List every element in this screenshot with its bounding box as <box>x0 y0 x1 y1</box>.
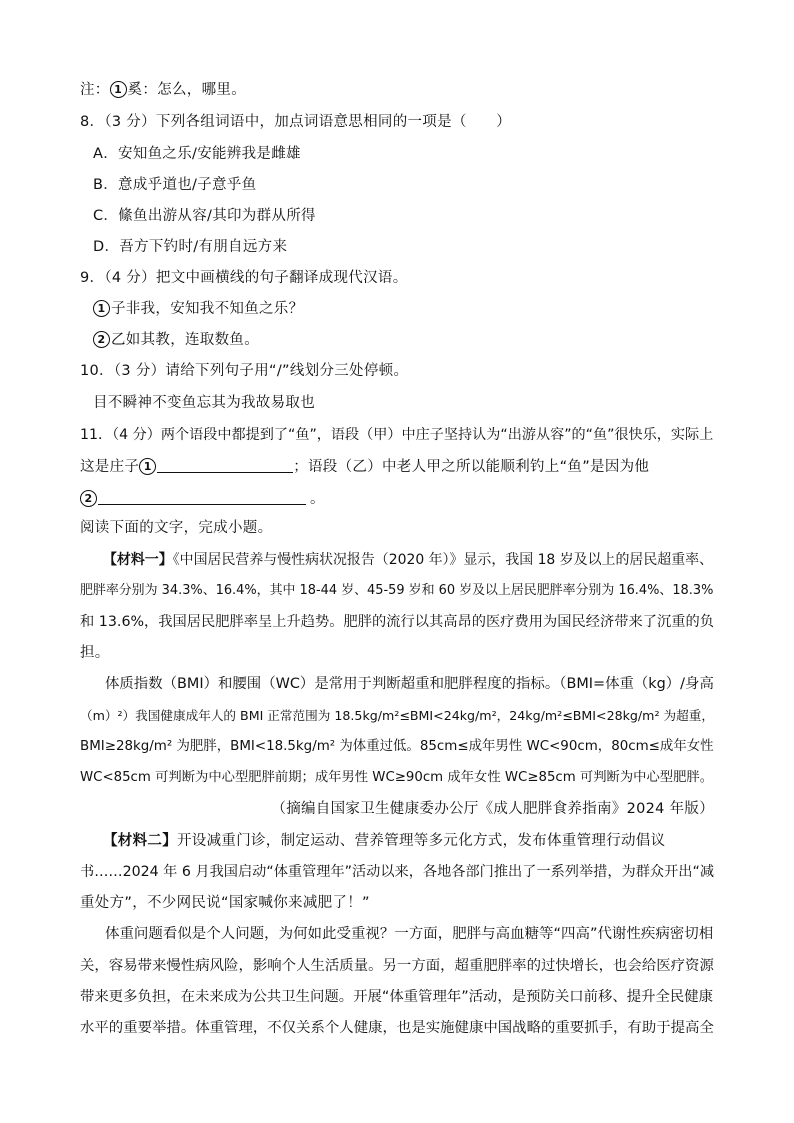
material1-p2-line2: （m）²）我国健康成年人的 BMI 正常范围为 18.5kg/m²≤BMI<24kg/m²，24kg/m²≤BMI<28kg/m² 为超重， <box>80 708 714 723</box>
material1-p2-line4: WC<85cm 可判断为中心型肥胖前期；成年男性 WC≥90cm 成年女性 WC≥85cm 可判断为中心型肥胖。 <box>80 770 714 785</box>
material1-p2-line1: 体质指数（BMI）和腰围（WC）是常用于判断超重和肥胖程度的指标。（BMI=体重（kg）/身高 <box>105 676 714 692</box>
q11-line2 <box>80 457 649 477</box>
q8-stem: 8．（3 分）下列各组词语中，加点词语意思相同的一项是（ ） <box>80 114 512 130</box>
q8-option-c: C．絛鱼出游从容/其印为群从所得 <box>93 208 316 224</box>
material2-p2-line1: 体重问题看似是个人问题，为何如此受重视？一方面，肥胖与高血糖等“四高”代谢性疾病密切相 <box>105 926 714 942</box>
answer-blank-2[interactable] <box>98 490 306 505</box>
circled-number-2: 2 <box>80 490 97 507</box>
q11-line2-b: ；语段（乙）中老人甲之所以能顺利钓上“鱼”是因为他 <box>293 459 650 475</box>
q8-option-a: A．安知鱼之乐/安能辨我是雌雄 <box>93 146 301 162</box>
q9-stem: 9．（4 分）把文中画横线的句子翻译成现代汉语。 <box>80 270 408 286</box>
q10-stem: 10．（3 分）请给下列句子用“/”线划分三处停顿。 <box>80 363 409 379</box>
q8-option-b: B．意成乎道也/子意乎鱼 <box>93 177 257 193</box>
q8-option-d: D．吾方下钓时/有朋自远方来 <box>93 239 288 255</box>
q9-sentence-2-text: 乙如其教，连取数鱼。 <box>111 332 259 348</box>
material1-label: 【材料一】 <box>103 552 173 568</box>
circled-number-1: 1 <box>93 300 110 317</box>
material1-p2-line3: BMI≥28kg/m² 为肥胖，BMI<18.5kg/m² 为体重过低。85cm≤成年男性 WC<90cm，80cm≤成年女性 <box>80 739 714 754</box>
material1-p1-line2: 肥胖率分别为 34.3%、16.4%，其中 18-44 岁、45-59 岁和 60 岁及以上居民肥胖率分别为 16.4%、18.3% <box>80 583 714 598</box>
q11-line2-a: 这是庄子 <box>80 459 140 475</box>
material2-p2-line3: 带来更多负担，在未来成为公共卫生问题。开展“体重管理年”活动，是预防关口前移、提升全民健康 <box>80 989 714 1005</box>
material1-p1-line4: 担。 <box>80 645 110 661</box>
q10-sentence: 目不瞬神不变鱼忘其为我故易取也 <box>93 395 315 411</box>
note-line <box>80 80 246 100</box>
material1-source: （摘编自国家卫生健康委办公厅《成人肥胖食养指南》2024 年版） <box>271 801 714 817</box>
q9-sentence-1 <box>93 299 303 319</box>
material2-p1-line1: 【材料二】开设减重门诊，制定运动、营养管理等多元化方式，发布体重管理行动倡议 <box>103 833 666 849</box>
note-text: 奚：怎么，哪里。 <box>127 82 247 98</box>
circled-number-2: 2 <box>93 331 110 348</box>
q11-line3-end: 。 <box>310 491 325 507</box>
circled-number-1: 1 <box>110 81 127 98</box>
q11-line3 <box>80 489 325 509</box>
q9-sentence-2 <box>93 330 259 350</box>
answer-blank-1[interactable] <box>157 458 293 473</box>
material1-p1-line1: 【材料一】《中国居民营养与慢性病状况报告（2020 年）》显示，我国 18 岁及以上的居民超重率、 <box>103 552 714 568</box>
material2-p2-line4: 水平的重要举措。体重管理，不仅关系个人健康，也是实施健康中国战略的重要抓手，有助于提高全 <box>80 1020 714 1036</box>
q11-stem: 11．（4 分）两个语段中都提到了“鱼”，语段（甲）中庄子坚持认为“出游从容”的“鱼”很快乐，实际上 <box>80 427 714 443</box>
material2-p1-line2: 书……2024 年 6 月我国启动“体重管理年”活动以来，各地各部门推出了一系列举措，为群众开出“减 <box>80 864 715 880</box>
material2-p2-line2: 关，容易带来慢性病风险，影响个人生活质量。另一方面，超重肥胖率的过快增长，也会给医疗资源 <box>80 958 714 974</box>
material1-p1-line3: 和 13.6%，我国居民肥胖率呈上升趋势。肥胖的流行以其高昂的医疗费用为国民经济带来了沉重的负 <box>80 614 715 630</box>
reading-intro: 阅读下面的文字，完成小题。 <box>80 520 273 536</box>
material2-p1-line3: 重处方”，不少网民说“国家喊你来减肥了！” <box>80 895 370 911</box>
material2-label: 【材料二】 <box>103 833 177 849</box>
q9-sentence-1-text: 子非我，安知我不知鱼之乐？ <box>111 301 304 317</box>
circled-number-1: 1 <box>139 458 156 475</box>
note-prefix: 注： <box>80 82 110 98</box>
